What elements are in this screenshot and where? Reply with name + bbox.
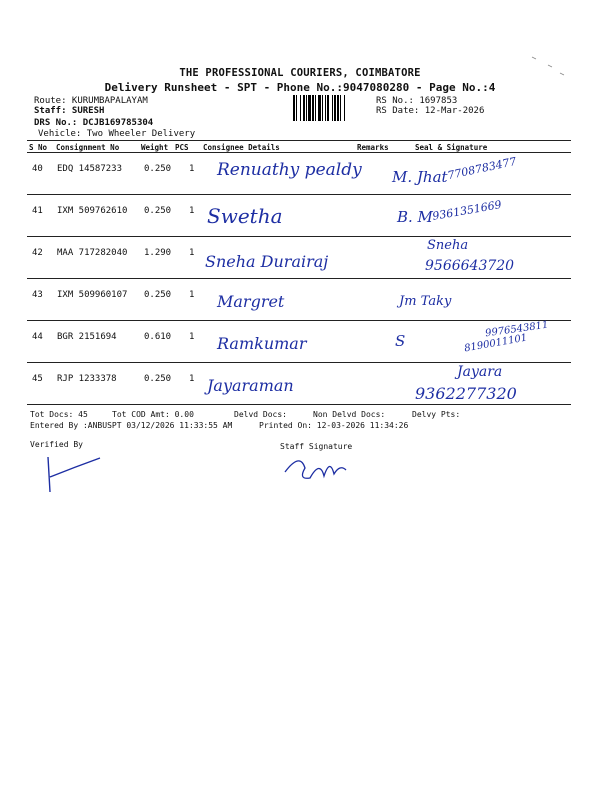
- row-seal-signature: Jm Taky: [399, 294, 452, 309]
- row-pcs: 1: [189, 248, 195, 258]
- row-seal-signature: Sneha: [427, 238, 469, 253]
- table-bottom-rule: [27, 404, 571, 405]
- col-header-remarks: Remarks: [357, 143, 389, 152]
- row-consignment: BGR 2151694: [57, 332, 117, 342]
- delivered-docs: Delvd Docs:: [234, 410, 287, 419]
- route-label: Route: KURUMBAPALAYAM: [34, 96, 148, 106]
- row-pcs: 1: [189, 374, 195, 384]
- col-header-sno: S No: [29, 143, 48, 152]
- row-consignment: IXM 509762610: [57, 206, 128, 216]
- row-sno: 41: [32, 206, 43, 216]
- total-docs: Tot Docs: 45: [30, 410, 88, 419]
- runsheet-title: Delivery Runsheet - SPT - Phone No.:9047080280 - Page No.:4: [104, 81, 496, 94]
- verified-by-label: Verified By: [30, 440, 83, 449]
- row-phone: 7708783477: [446, 154, 518, 183]
- row-phone: 9361351669: [431, 198, 503, 223]
- row-phone: 9566643720: [425, 258, 515, 274]
- row-pcs: 1: [189, 164, 195, 174]
- barcode-bar: [345, 95, 347, 121]
- row-consignee: Jayaraman: [207, 376, 294, 395]
- col-header-consignee: Consignee Details: [203, 143, 280, 152]
- row-consignment: IXM 509960107: [57, 290, 128, 300]
- row-consignee: Swetha: [207, 204, 283, 228]
- table-row: [27, 278, 571, 320]
- row-seal-signature: M. Jhat: [392, 168, 448, 186]
- row-sno: 40: [32, 164, 43, 174]
- verified-signature: [40, 452, 110, 497]
- row-pcs: 1: [189, 206, 195, 216]
- non-delivered-docs: Non Delvd Docs:: [313, 410, 386, 419]
- row-weight: 0.250: [144, 164, 172, 174]
- row-phone: 9362277320: [415, 384, 517, 403]
- col-header-consignment: Consignment No: [56, 143, 120, 152]
- staff-signature-label: Staff Signature: [280, 442, 353, 451]
- row-sno: 44: [32, 332, 43, 342]
- col-header-pcs: PCS: [175, 143, 189, 152]
- row-weight: 0.250: [144, 290, 172, 300]
- row-consignee: Renuathy pealdy: [217, 160, 362, 180]
- total-cod: Tot COD Amt: 0.00: [112, 410, 194, 419]
- delivery-points: Delvy Pts:: [412, 410, 461, 419]
- row-pcs: 1: [189, 290, 195, 300]
- row-consignment: RJP 1233378: [57, 374, 117, 384]
- table-row: [27, 320, 571, 362]
- table-row: [27, 152, 571, 194]
- entered-by: Entered By :ANBUSPT 03/12/2026 11:33:55 AM: [30, 421, 233, 430]
- table-row: [27, 194, 571, 236]
- row-consignee: Sneha Durairaj: [205, 252, 329, 271]
- row-extra-phone: 8190011101: [463, 332, 529, 355]
- scan-marks: [530, 55, 570, 85]
- rs-number: RS No.: 1697853: [376, 96, 458, 106]
- row-weight: 1.290: [144, 248, 172, 258]
- row-pcs: 1: [189, 332, 195, 342]
- staff-signature: [280, 450, 360, 490]
- barcode: [293, 95, 371, 121]
- row-sno: 45: [32, 374, 43, 384]
- row-consignment: EDQ 14587233: [57, 164, 123, 174]
- row-weight: 0.610: [144, 332, 172, 342]
- row-weight: 0.250: [144, 206, 172, 216]
- staff-label: Staff: SURESH: [34, 106, 105, 116]
- row-sno: 43: [32, 290, 43, 300]
- row-consignee: Ramkumar: [217, 334, 307, 353]
- vehicle-label: Vehicle: Two Wheeler Delivery: [38, 129, 196, 139]
- col-header-weight: Weight: [141, 143, 169, 152]
- table-top-rule: [27, 140, 571, 141]
- company-name: THE PROFESSIONAL COURIERS, COIMBATORE: [179, 67, 421, 79]
- col-header-seal: Seal & Signature: [415, 143, 488, 152]
- row-seal-signature: S: [395, 332, 406, 350]
- row-sno: 42: [32, 248, 43, 258]
- drs-number: DRS No.: DCJB169785304: [34, 118, 154, 128]
- table-row: [27, 236, 571, 278]
- table-row: [27, 362, 571, 404]
- row-consignee: Margret: [217, 292, 285, 311]
- row-weight: 0.250: [144, 374, 172, 384]
- row-seal-signature: Jayara: [457, 364, 503, 380]
- row-seal-signature: B. M: [397, 208, 433, 226]
- row-consignment: MAA 717282040: [57, 248, 128, 258]
- rs-date: RS Date: 12-Mar-2026: [376, 106, 485, 116]
- printed-on: Printed On: 12-03-2026 11:34:26: [259, 421, 409, 430]
- row-phone: 9976543811: [484, 319, 550, 340]
